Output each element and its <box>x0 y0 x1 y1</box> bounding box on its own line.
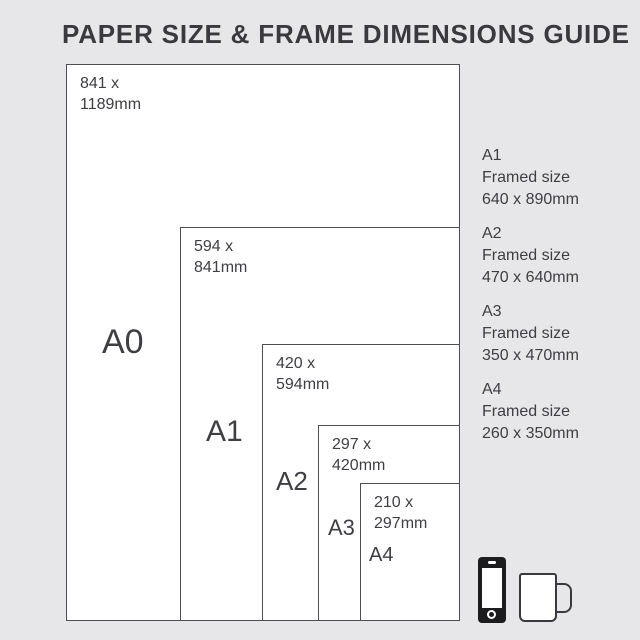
framed-size-dims: 350 x 470mm <box>482 347 579 364</box>
framed-size-name: A3 <box>482 303 502 320</box>
size-letter-a0: A0 <box>102 323 144 361</box>
framed-size-name: A1 <box>482 147 502 164</box>
dimension-label-a0: 841 x 1189mm <box>80 75 142 113</box>
dimension-label-a2: 420 x 594mm <box>276 355 330 393</box>
phone-screen <box>482 568 502 608</box>
framed-size-dims: 470 x 640mm <box>482 269 579 286</box>
framed-size-dims: 640 x 890mm <box>482 191 579 208</box>
framed-size-name: A2 <box>482 225 502 242</box>
dimension-label-a1: 594 x 841mm <box>194 238 248 276</box>
framed-size-a4 <box>482 379 632 445</box>
size-letter-a3: A3 <box>328 515 355 540</box>
mug-body <box>519 573 557 622</box>
size-letter-a4: A4 <box>369 544 394 566</box>
framed-size-dims: 260 x 350mm <box>482 425 579 442</box>
framed-size-a2 <box>482 223 632 289</box>
framed-size-label: Framed size <box>482 247 571 264</box>
page-title: PAPER SIZE & FRAME DIMENSIONS GUIDE <box>62 19 630 49</box>
framed-size-label: Framed size <box>482 325 571 342</box>
size-letter-a1: A1 <box>206 415 243 448</box>
framed-size-a3 <box>482 301 632 367</box>
size-letter-a2: A2 <box>276 466 308 496</box>
phone-home-button <box>487 610 496 619</box>
phone-speaker <box>488 561 496 564</box>
framed-sizes-sidebar <box>482 145 632 457</box>
dimension-label-a3: 297 x 420mm <box>332 436 386 474</box>
phone-icon <box>478 557 506 623</box>
framed-size-label: Framed size <box>482 169 571 186</box>
framed-size-name: A4 <box>482 381 502 398</box>
framed-size-a1 <box>482 145 632 211</box>
mug-icon <box>519 573 573 623</box>
framed-size-label: Framed size <box>482 403 571 420</box>
dimension-label-a4: 210 x 297mm <box>374 494 428 532</box>
